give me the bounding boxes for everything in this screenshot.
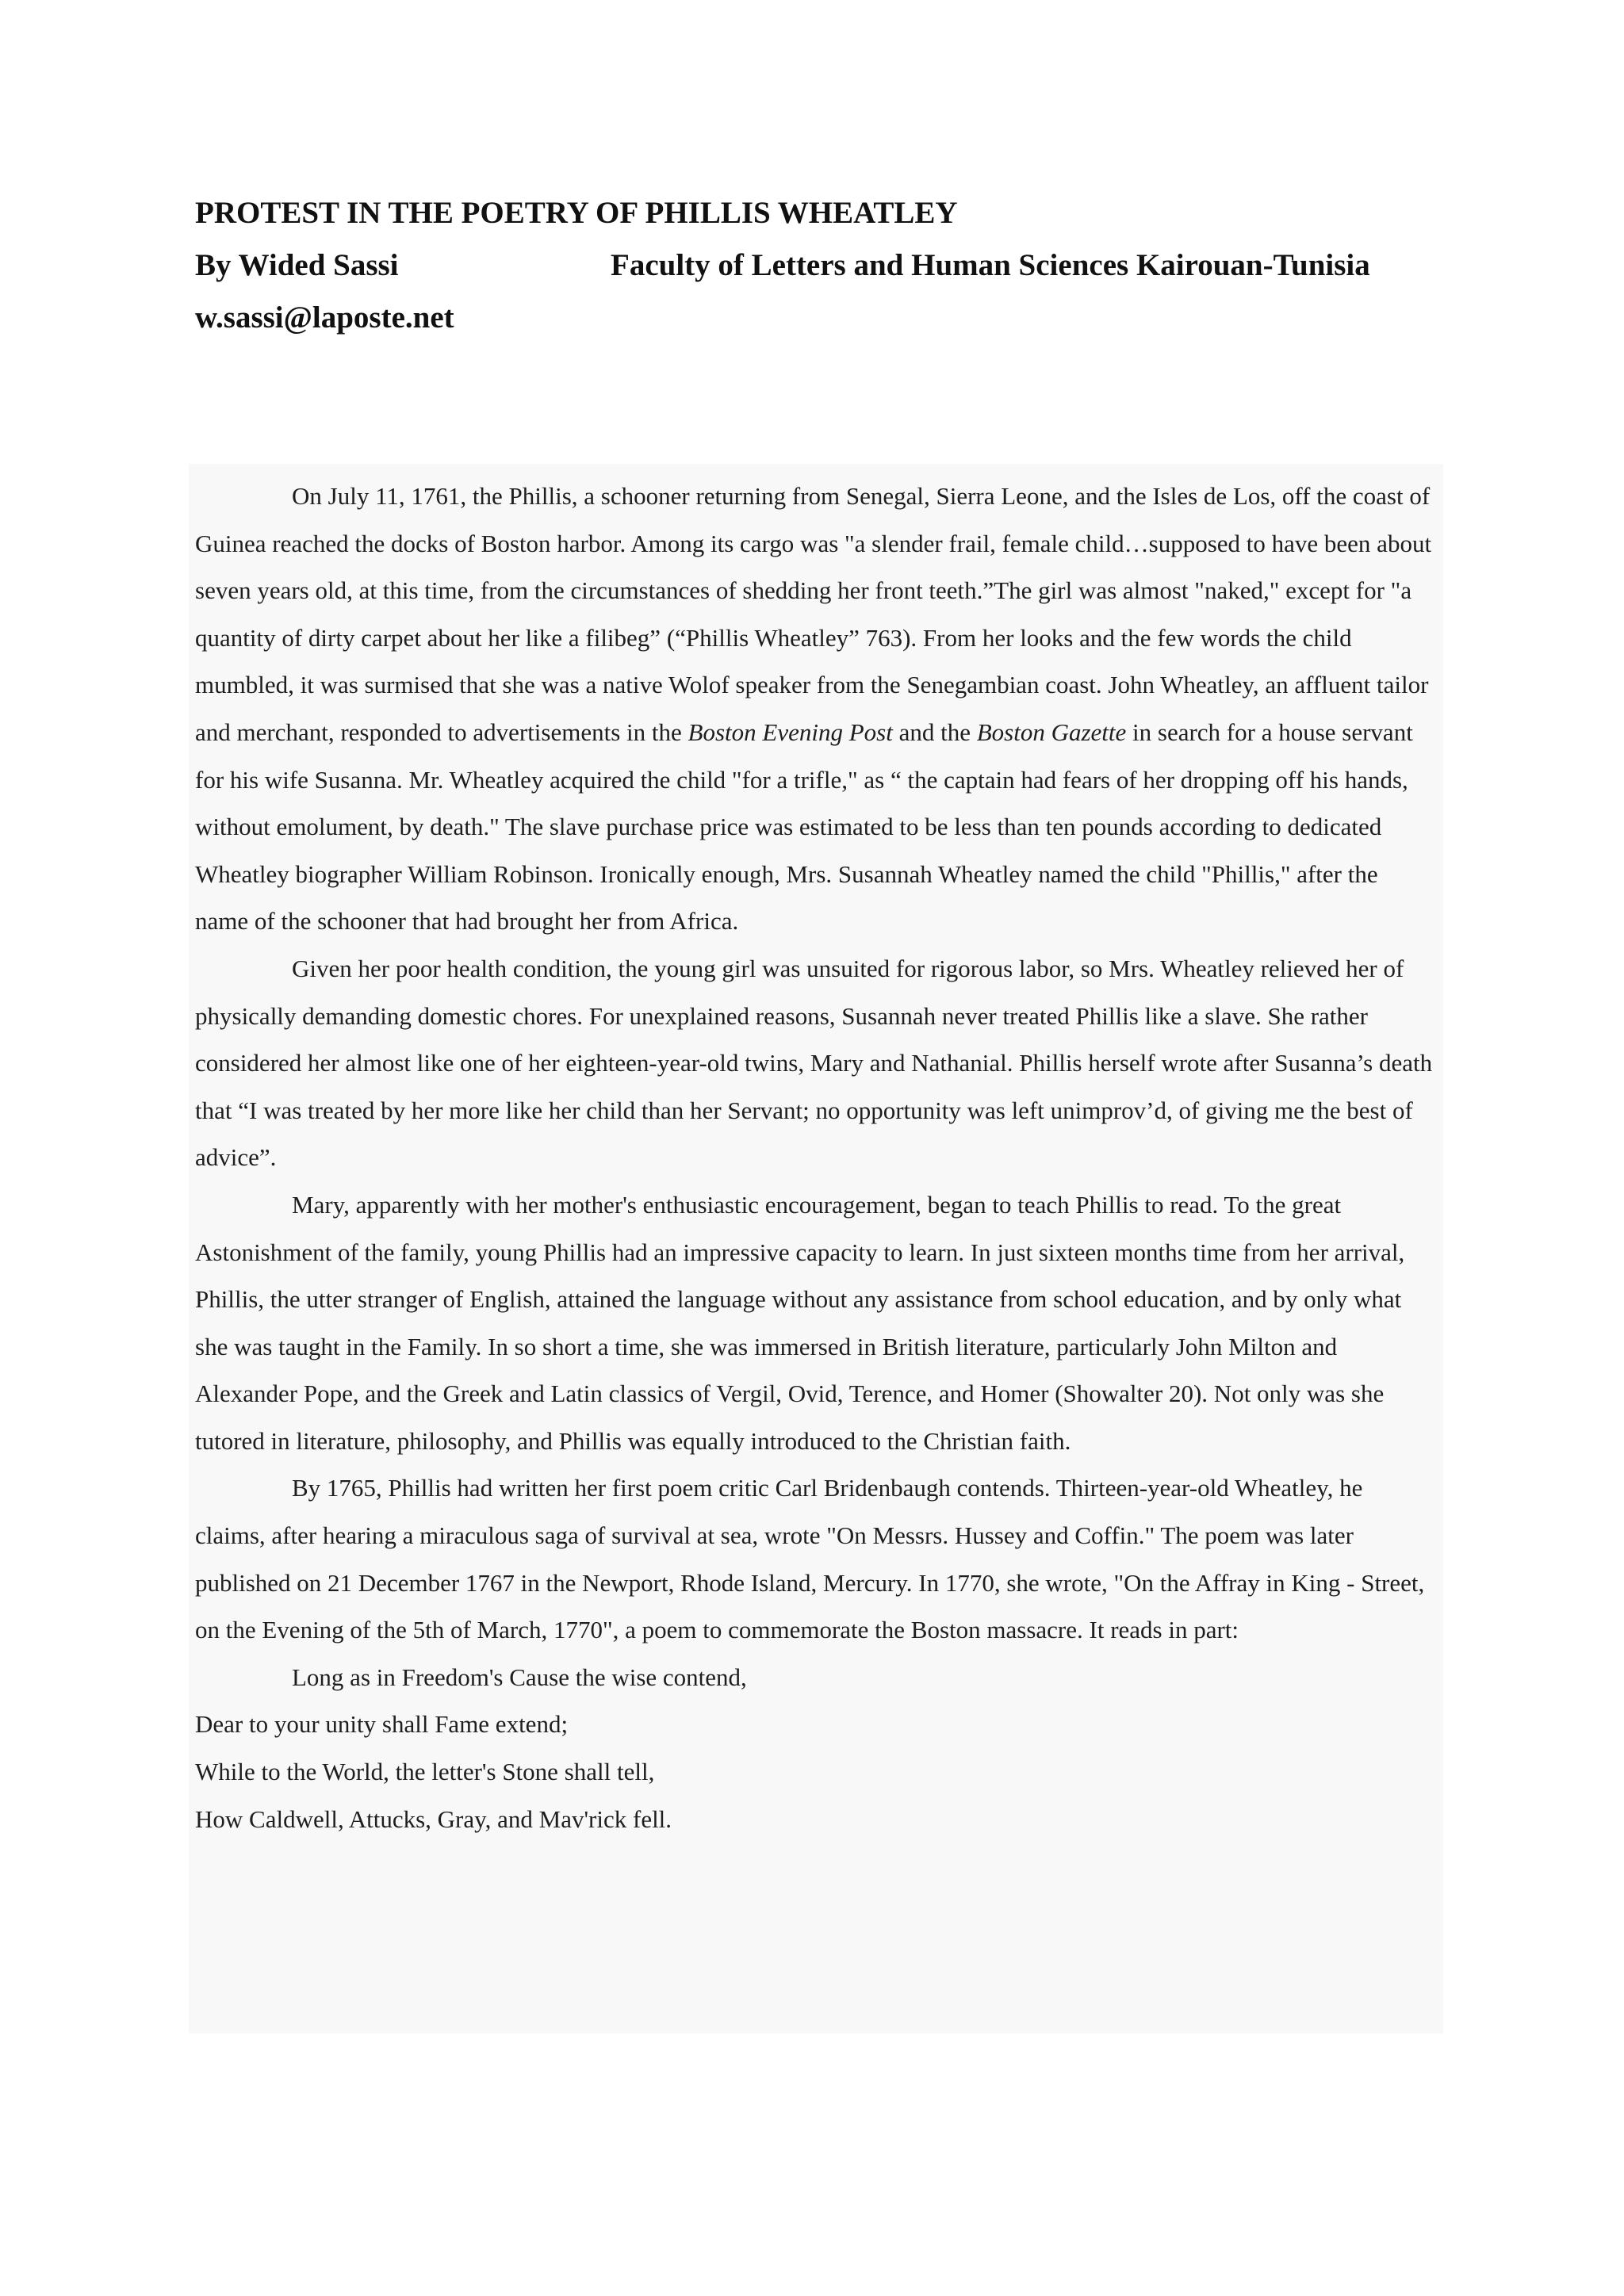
newspaper-title-boston-evening-post: Boston Evening Post	[688, 718, 893, 746]
title-row	[195, 187, 1432, 239]
paragraph-1	[195, 473, 1437, 945]
paragraph-4: By 1765, Phillis had written her first poem critic Carl Bridenbaugh contends. Thirteen-year-old Wheatley, he claims, after hearing a miraculous saga of survival at sea, wrote "On Messrs. Hussey and Coffin." The poem was later published on 21 December 1767 in the Newport, Rhode Island, Mercury. In 1770, she wrote, "On the Affray in King - Street, on the Evening of the 5th of March, 1770", a poem to commemorate the Boston massacre. It reads in part:	[195, 1474, 1425, 1644]
paper-header	[195, 187, 1432, 344]
author-row	[195, 239, 1432, 292]
newspaper-title-boston-gazette: Boston Gazette	[976, 718, 1127, 746]
paragraph-1-part-c: in search for a house servant for his wife Susanna. Mr. Wheatley acquired the child "for a trifle," as “ the captain had fears of her dropping off his hands, without emolument, by death." The slave purchase price was estimated to be less than ten pounds according to dedicated Wheatley biographer William Robinson. Ironically enough, Mrs. Susannah Wheatley named the child "Phillis," after the name of the schooner that had brought her from Africa.	[195, 718, 1413, 936]
verse-line: While to the World, the letter's Stone shall tell,	[195, 1758, 655, 1786]
paper-title: PROTEST IN THE POETRY OF PHILLIS WHEATLEY	[195, 196, 958, 230]
paragraph-1-part-b: and the	[892, 718, 977, 746]
author-email: w.sassi@laposte.net	[195, 300, 454, 335]
email-row	[195, 292, 1432, 344]
poem-excerpt	[195, 1654, 1437, 1843]
body-text	[195, 473, 1437, 1843]
paragraph-3: Mary, apparently with her mother's enthusiastic encouragement, began to teach Phillis to read. To the great Astonishment of the family, young Phillis had an impressive capacity to learn. In just sixteen months time from her arrival, Phillis, the utter stranger of English, attained the language without any assistance from school education, and by only what she was taught in the Family. In so short a time, she was immersed in British literature, particularly John Milton and Alexander Pope, and the Greek and Latin classics of Vergil, Ovid, Terence, and Homer (Showalter 20). Not only was she tutored in literature, philosophy, and Phillis was equally introduced to the Christian faith.	[195, 1190, 1405, 1455]
verse-line: Dear to your unity shall Fame extend;	[195, 1710, 569, 1739]
paragraph-1-part-a: On July 11, 1761, the Phillis, a schooner returning from Senegal, Sierra Leone, and the Isles de Los, off the coast of Guinea reached the docks of Boston harbor. Among its cargo was "a slender frail, female child…supposed to have been about seven years old, at this time, from the circumstances of shedding her front teeth.”The girl was almost "naked," except for "a quantity of dirty carpet about her like a filibeg” (“Phillis Wheatley” 763). From her looks and the few words the child mumbled, it was surmised that she was a native Wolof speaker from the Senegambian coast. John Wheatley, an affluent tailor and merchant, responded to advertisements in the	[195, 482, 1432, 746]
verse-line: How Caldwell, Attucks, Gray, and Mav'rick fell.	[195, 1804, 672, 1833]
verse-line: Long as in Freedom's Cause the wise contend,	[292, 1663, 747, 1691]
paragraph-2: Given her poor health condition, the young girl was unsuited for rigorous labor, so Mrs. Wheatley relieved her of physically demanding domestic chores. For unexplained reasons, Susannah never treated Phillis like a slave. She rather considered her almost like one of her eighteen-year-old twins, Mary and Nathanial. Phillis herself wrote after Susanna’s death that “I was treated by her more like her child than her Servant; no opportunity was left unimprov’d, of giving me the best of advice”.	[195, 954, 1433, 1172]
author-name: By Wided Sassi	[195, 248, 399, 282]
author-affiliation: Faculty of Letters and Human Sciences Kairouan-Tunisia	[611, 248, 1370, 282]
